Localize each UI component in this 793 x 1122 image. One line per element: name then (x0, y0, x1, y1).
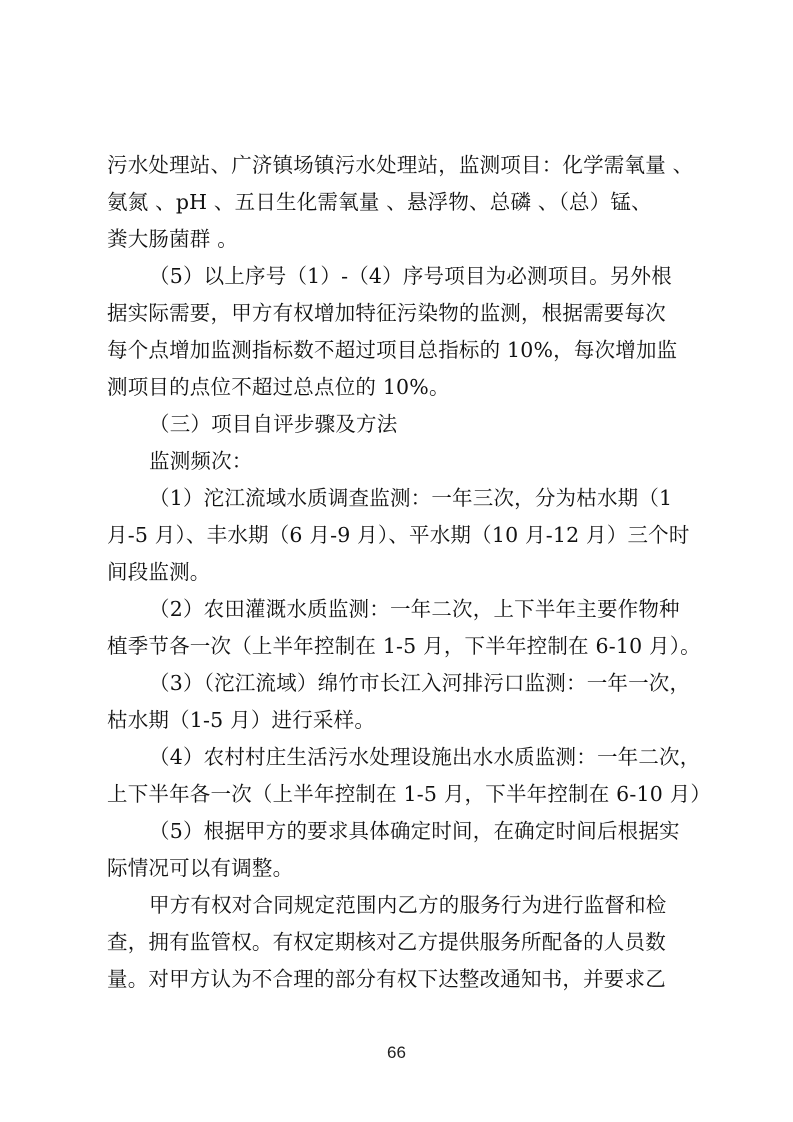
text-line: （5）以上序号（1）-（4）序号项目为必测项目。另外根 (149, 264, 672, 288)
text-line: 际情况可以有调整。 (107, 856, 294, 880)
text-line: 上下半年各一次（上半年控制在 1-5 月，下半年控制在 6-10 月） (107, 782, 712, 806)
text-line: 据实际需要，甲方有权增加特征污染物的监测，根据需要每次 (107, 301, 666, 325)
text-line: 间段监测。 (107, 560, 211, 584)
text-line: （1）沱江流域水质调查监测：一年三次，分为枯水期（1 (149, 486, 673, 510)
text-line: 植季节各一次（上半年控制在 1-5 月，下半年控制在 6-10 月）。 (107, 634, 701, 658)
text-line: 月-5 月）、丰水期（6 月-9 月）、平水期（10 月-12 月）三个时 (107, 523, 690, 547)
text-line: 监测频次： (149, 449, 253, 473)
text-line: 氨氮 、pH 、五日生化需氧量 、悬浮物、总磷 、（总）锰、 (107, 190, 652, 214)
text-line: 测项目的点位不超过总点位的 10%。 (107, 375, 450, 399)
text-line: 枯水期（1-5 月）进行采样。 (107, 708, 376, 732)
text-line: 每个点增加监测指标数不超过项目总指标的 10%，每次增加监 (107, 338, 678, 362)
text-line: 粪大肠菌群 。 (107, 227, 238, 251)
section-heading: （三）项目自评步骤及方法 (149, 412, 398, 436)
text-line: （3）（沱江流域）绵竹市长江入河排污口监测：一年一次， (149, 671, 691, 695)
text-line: 甲方有权对合同规定范围内乙方的服务行为进行监督和检 (149, 893, 667, 917)
text-line: 查，拥有监管权。有权定期核对乙方提供服务所配备的人员数 (107, 930, 666, 954)
page-number: 66 (387, 1043, 406, 1062)
text-line: （5）根据甲方的要求具体确定时间，在确定时间后根据实 (149, 819, 680, 843)
text-line: 量。对甲方认为不合理的部分有权下达整改通知书，并要求乙 (107, 967, 666, 991)
text-line: 污水处理站、广济镇场镇污水处理站，监测项目：化学需氧量 、 (107, 153, 694, 177)
text-line: （4）农村村庄生活污水处理设施出水水质监测：一年二次， (149, 745, 701, 769)
text-line: （2）农田灌溉水质监测：一年二次，上下半年主要作物种 (149, 597, 680, 621)
